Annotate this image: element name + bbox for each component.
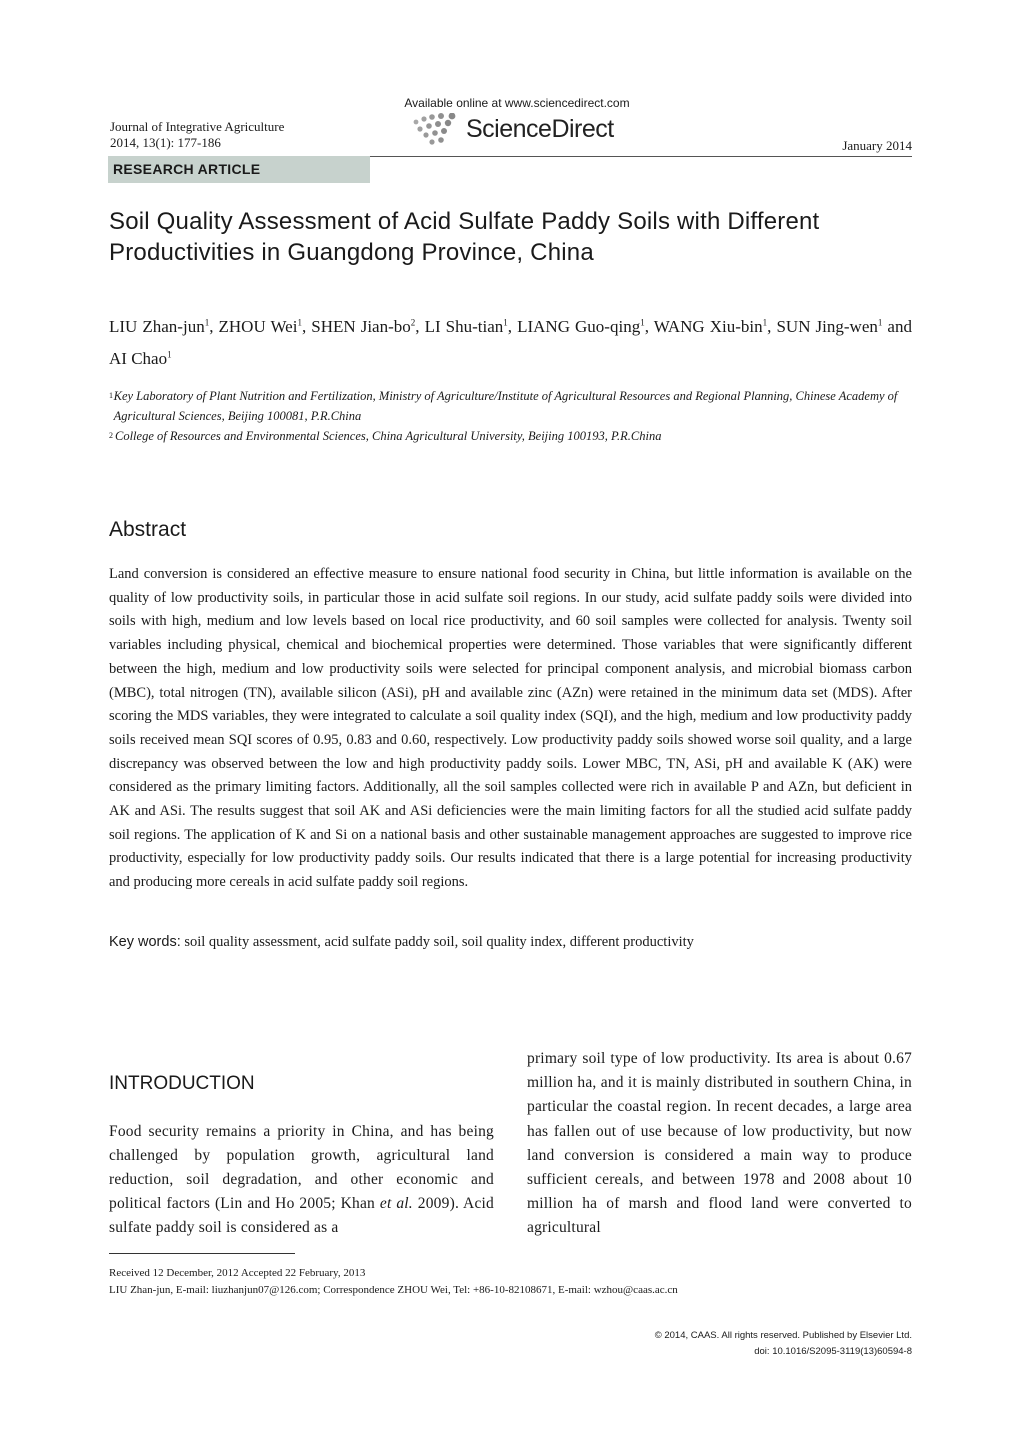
copyright-notice: © 2014, CAAS. All rights reserved. Published by Elsevier Ltd. (654, 1330, 912, 1341)
introduction-left-column: Food security remains a priority in China, and has being challenged by population growth, agricultural land reduction, soil degradation, and other economic and political factors (Lin and Ho 2005; Khan et al. 2009). Acid sulfate paddy soil is considered as a (109, 1123, 494, 1236)
contact-info: LIU Zhan-jun, E-mail: liuzhanjun07@126.com; Correspondence ZHOU Wei, Tel: +86-10-82108671, E-mail: wzhou@caas.ac.cn (109, 1284, 678, 1296)
sciencedirect-logo (410, 113, 640, 149)
affiliation-1: 1 Key Laboratory of Plant Nutrition and Fertilization, Ministry of Agriculture/Institute of Agricultural Resources and Regional Planning, Chinese Academy of Agricultural Sciences, Beijing 100081, P.R.China (109, 389, 898, 423)
keywords (109, 934, 912, 951)
header-rule (370, 156, 912, 157)
author: LI Shu-tian$^1$, (424, 316, 518, 336)
author: SHEN Jian-$bo^2$, (311, 316, 425, 336)
abstract-heading: Abstract (109, 518, 187, 541)
doi: doi: 10.1016/S2095-3119(13)60594-8 (754, 1346, 912, 1357)
title-line-1: Soil Quality Assessment of Acid Sulfate Paddy Soils with Different (109, 208, 820, 235)
author: AI Chao$^1$ (109, 349, 172, 369)
article-type-banner: RESEARCH ARTICLE (108, 156, 370, 183)
author: ZHOU Wei$^1$, (218, 316, 312, 336)
author: SUN Jing-wen$^1$ and (776, 316, 912, 336)
keywords-text: soil quality assessment, acid sulfate paddy soil, soil quality index, different productivity (184, 934, 694, 950)
keywords-label: Key words: (109, 934, 181, 950)
article-title (109, 206, 914, 268)
sciencedirect-wordmark: ScienceDirect (466, 115, 614, 143)
author: LIU Zhan-jun$^1$, (109, 316, 219, 336)
footnote-rule (109, 1253, 295, 1254)
sciencedirect-dots-icon (410, 113, 466, 149)
author-list (109, 308, 912, 373)
author: WANG Xiu-bin$^1$, (653, 316, 777, 336)
et-al: et al. (379, 1195, 413, 1212)
affiliations (109, 386, 912, 446)
title-line-2: Productivities in Guangdong Province, China (109, 239, 594, 266)
publication-date: January 2014 (842, 138, 912, 153)
journal-name: Journal of Integrative Agriculture (110, 119, 285, 134)
received-dates: Received 12 December, 2012 Accepted 22 February, 2013 (109, 1267, 366, 1279)
introduction-right-column: primary soil type of low productivity. Its area is about 0.67 million ha, and it is mainly distributed in southern China, in particular the coastal region. In recent decades, a large area has fallen out of use because of low productivity, but now land conversion is considered a main way to produce sufficient cereals, and between 1978 and 2008 about 10 million ha of marsh and flood land were converted to agricultural (527, 1050, 912, 1237)
journal-issue: 2014, 13(1): 177-186 (110, 135, 221, 150)
journal-citation (110, 119, 284, 151)
author: LIANG Guo-qing$^1$, (517, 316, 654, 336)
available-online-text: Available online at www.sciencedirect.com (404, 96, 630, 110)
introduction-heading: INTRODUCTION (109, 1073, 255, 1094)
abstract-text: Land conversion is considered an effective measure to ensure national food security in China, but little information is available on the quality of low productivity soils, in particular those in acid sulfate soil regions. In our study, acid sulfate paddy soils were divided into soils with high, medium and low levels based on local rice productivity, and 60 soil samples were collected for analysis. Twenty soil variables including physical, chemical and biochemical properties were determined. Those variables that were significantly different between the high, medium and low productivity soils were selected for principal component analysis, and microbial biomass carbon (MBC), total nitrogen (TN), available silicon (ASi), pH and available zinc (AZn) were retained in the minimum data set (MDS). After scoring the MDS variables, they were integrated to calculate a soil quality index (SQI), and the high, medium and low productivity paddy soils received mean SQI scores of 0.95, 0.83 and 0.60, respectively. Low productivity paddy soils showed worse soil quality, and a large discrepancy was observed between the low and high productivity paddy soils. Lower MBC, TN, ASi, pH and available K (AK) were considered as the primary limiting factors. Additionally, all the soil samples collected were rich in available P and AZn, but deficient in AK and ASi. The results suggest that soil AK and ASi deficiencies were the main limiting factors for all the studied acid sulfate paddy soil regions. The application of K and Si on a national basis and other sustainable management approaches are suggested to improve rice productivity, especially for low productivity paddy soils. Our results indicated that there is a large potential for increasing productivity and producing more cereals in acid sulfate paddy soil regions. (109, 566, 912, 891)
affiliation-2: 2 College of Resources and Environmental Sciences, China Agricultural University, Beijing 100193, P.R.China (109, 429, 662, 443)
